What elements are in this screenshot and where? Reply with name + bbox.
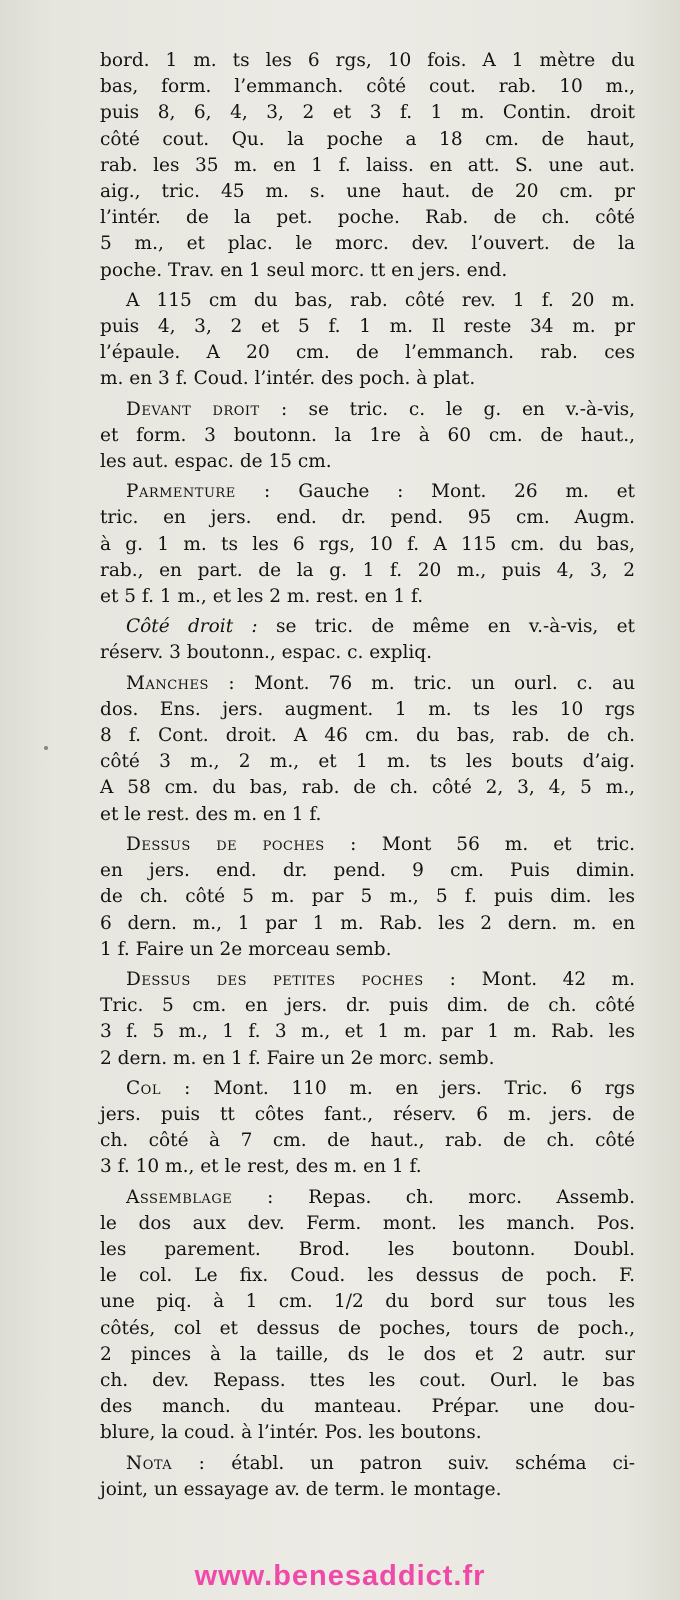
- para-nota: [100, 1451, 635, 1503]
- line-text: se tric. c. le g. en v.-à-vis,: [287, 398, 635, 420]
- text-line: [100, 505, 635, 531]
- section-heading: Assemblage :: [126, 1186, 274, 1208]
- section-heading: Devant droit :: [126, 398, 288, 420]
- text-line: [100, 1076, 635, 1102]
- line-text: poche. Trav. en 1 seul morc. tt en jers. end.: [100, 259, 508, 281]
- line-text: rab., en part. de la g. 1 f. 20 m., puis 4, 3, 2: [100, 559, 635, 581]
- line-text: 3 f. 5 m., 1 f. 3 m., et 1 m. par 1 m. Rab. les: [100, 1021, 635, 1043]
- text-line: [100, 1477, 635, 1503]
- text-line: [100, 614, 635, 640]
- website-watermark[interactable]: www.benesaddict.fr: [194, 1560, 486, 1592]
- line-text: 8 f. Cont. droit. A 46 cm. du bas, rab. de ch.: [100, 725, 635, 747]
- section-heading: Dessus des petites poches :: [126, 968, 457, 990]
- line-text: en jers. end. dr. pend. 9 cm. Puis dimin.: [100, 860, 635, 882]
- line-text: jers. puis tt côtes fant., réserv. 6 m. jers. de: [100, 1103, 635, 1125]
- line-text: l’intér. de la pet. poche. Rab. de ch. côté: [100, 207, 635, 229]
- para-manches: [100, 671, 635, 828]
- text-line: [100, 749, 635, 775]
- line-text: Mont. 110 m. en jers. Tric. 6 rgs: [190, 1077, 636, 1099]
- text-line: [100, 479, 635, 505]
- line-text: se tric. de même en v.-à-vis, et: [257, 616, 635, 638]
- line-text: 1 f. Faire un 2e morceau semb.: [100, 938, 392, 960]
- para-cote-droit: [100, 614, 635, 666]
- line-text: ch. dev. Repass. ttes les cout. Ourl. le bas: [100, 1369, 635, 1391]
- line-text: 5 m., et plac. le morc. dev. l’ouvert. de la: [100, 233, 635, 255]
- line-text: joint, un essayage av. de term. le montage.: [100, 1478, 502, 1500]
- text-line: [100, 832, 635, 858]
- line-text: A 58 cm. du bas, rab. de ch. côté 2, 3, 4, 5 m.,: [100, 777, 635, 799]
- line-text: établ. un patron suiv. schéma ci-: [205, 1452, 635, 1474]
- line-text: puis 4, 3, 2 et 5 f. 1 m. Il reste 34 m. pr: [100, 316, 635, 338]
- line-text: de ch. côté 5 m. par 5 m., 5 f. puis dim. les: [100, 886, 635, 908]
- line-text: réserv. 3 boutonn., espac. c. expliq.: [100, 642, 433, 664]
- text-line: [100, 1368, 635, 1394]
- text-line: [100, 231, 635, 257]
- text-line: [100, 802, 635, 828]
- text-line: [100, 1154, 635, 1180]
- section-heading: Col :: [126, 1077, 191, 1099]
- line-text: Mont 56 m. et tric.: [356, 833, 635, 855]
- text-line: [100, 1394, 635, 1420]
- line-text: à g. 1 m. ts les 6 rgs, 10 f. A 115 cm. du bas,: [100, 533, 635, 555]
- text-line: [100, 937, 635, 963]
- text-line: [100, 697, 635, 723]
- text-line: [100, 127, 635, 153]
- line-text: les parement. Brod. les boutonn. Doubl.: [100, 1238, 635, 1260]
- line-text: l’épaule. A 20 cm. de l’emmanch. rab. ces: [100, 342, 635, 364]
- line-text: Tric. 5 cm. en jers. dr. puis dim. de ch. côté: [100, 995, 635, 1017]
- text-line: [100, 1316, 635, 1342]
- para-dos-intro: [100, 48, 635, 284]
- text-line: [100, 1342, 635, 1368]
- text-line: [100, 1420, 635, 1446]
- line-text: puis 8, 6, 4, 3, 2 et 3 f. 1 m. Contin. droit: [100, 102, 635, 124]
- text-line: [100, 1102, 635, 1128]
- text-line: [100, 1046, 635, 1072]
- line-text: 3 f. 10 m., et le rest, des m. en 1 f.: [100, 1156, 422, 1178]
- line-text: côté cout. Qu. la poche a 18 cm. de haut,: [100, 128, 635, 150]
- text-line: [100, 1451, 635, 1477]
- section-heading: Manches :: [126, 672, 236, 694]
- line-text: une piq. à 1 cm. 1/2 du bord sur tous les: [100, 1291, 635, 1313]
- text-line: [100, 179, 635, 205]
- text-line: [100, 911, 635, 937]
- line-text: blure, la coud. à l’intér. Pos. les boutons.: [100, 1422, 482, 1444]
- line-text: m. en 3 f. Coud. l’intér. des poch. à plat.: [100, 368, 476, 390]
- text-line: [100, 449, 635, 475]
- line-text: et le rest. des m. en 1 f.: [100, 803, 322, 825]
- text-line: [100, 314, 635, 340]
- line-text: et 5 f. 1 m., et les 2 m. rest. en 1 f.: [100, 586, 424, 608]
- text-line: [100, 1237, 635, 1263]
- text-line: [100, 532, 635, 558]
- text-line: [100, 1289, 635, 1315]
- text-line: [100, 288, 635, 314]
- text-line: [100, 340, 635, 366]
- line-text: aig., tric. 45 m. s. une haut. de 20 cm. pr: [100, 181, 635, 203]
- line-text: bas, form. l’emmanch. côté cout. rab. 10 m.,: [100, 76, 635, 98]
- text-line: [100, 1263, 635, 1289]
- line-text: tric. en jers. end. dr. pend. 95 cm. Augm.: [100, 507, 635, 529]
- text-line: [100, 48, 635, 74]
- line-text: ch. côté à 7 cm. de haut., rab. de ch. côté: [100, 1130, 635, 1152]
- line-text: côté 3 m., 2 m., et 1 m. ts les bouts d’aig.: [100, 751, 635, 773]
- line-text: le col. Le fix. Coud. les dessus de poch. F.: [100, 1265, 635, 1287]
- text-line: [100, 775, 635, 801]
- line-text: Mont. 42 m.: [456, 968, 635, 990]
- text-line: [100, 1019, 635, 1045]
- text-line: [100, 858, 635, 884]
- text-line: [100, 1185, 635, 1211]
- text-line: [100, 153, 635, 179]
- line-text: 6 dern. m., 1 par 1 m. Rab. les 2 dern. m. en: [100, 912, 635, 934]
- para-col: [100, 1076, 635, 1181]
- section-heading: Nota :: [126, 1452, 206, 1474]
- para-parmenture: [100, 479, 635, 610]
- line-text: rab. les 35 m. en 1 f. laiss. en att. S. une aut.: [100, 154, 635, 176]
- text-line: [100, 884, 635, 910]
- para-devant-droit: [100, 397, 635, 476]
- line-text: 2 pinces à la taille, ds le dos et 2 autr. sur: [100, 1343, 635, 1365]
- section-heading: Dessus de poches :: [126, 833, 357, 855]
- para-epaule: [100, 288, 635, 393]
- text-line: [100, 423, 635, 449]
- section-heading: Parmenture :: [126, 481, 271, 503]
- text-line: [100, 1128, 635, 1154]
- line-text: bord. 1 m. ts les 6 rgs, 10 fois. A 1 mètre du: [100, 50, 635, 71]
- paper-spot: [44, 746, 48, 750]
- para-dessus-poches: [100, 832, 635, 963]
- line-text: dos. Ens. jers. augment. 1 m. ts les 10 rgs: [100, 698, 635, 720]
- text-line: [100, 640, 635, 666]
- text-line: [100, 258, 635, 284]
- line-text: Gauche : Mont. 26 m. et: [270, 481, 635, 503]
- knitting-pattern-text: [100, 48, 635, 1503]
- text-line: [100, 723, 635, 749]
- line-text: les aut. espac. de 15 cm.: [100, 451, 332, 473]
- line-text: A 115 cm du bas, rab. côté rev. 1 f. 20 m.: [126, 289, 635, 311]
- line-text: Repas. ch. morc. Assemb.: [273, 1186, 635, 1208]
- text-line: [100, 993, 635, 1019]
- para-dessus-petites-poches: [100, 967, 635, 1072]
- text-line: [100, 397, 635, 423]
- text-line: [100, 205, 635, 231]
- section-heading: Côté droit :: [126, 616, 258, 638]
- text-line: [100, 558, 635, 584]
- text-line: [100, 366, 635, 392]
- text-line: [100, 74, 635, 100]
- text-line: [100, 584, 635, 610]
- line-text: et form. 3 boutonn. la 1re à 60 cm. de haut.,: [100, 424, 635, 446]
- text-line: [100, 100, 635, 126]
- text-line: [100, 1211, 635, 1237]
- text-line: [100, 967, 635, 993]
- para-assemblage: [100, 1185, 635, 1447]
- text-line: [100, 671, 635, 697]
- line-text: Mont. 76 m. tric. un ourl. c. au: [235, 672, 635, 694]
- line-text: des manch. du manteau. Prépar. une dou-: [100, 1396, 635, 1418]
- line-text: 2 dern. m. en 1 f. Faire un 2e morc. semb.: [100, 1047, 495, 1069]
- line-text: le dos aux dev. Ferm. mont. les manch. Pos.: [100, 1212, 635, 1234]
- line-text: côtés, col et dessus de poches, tours de poch.,: [100, 1317, 635, 1339]
